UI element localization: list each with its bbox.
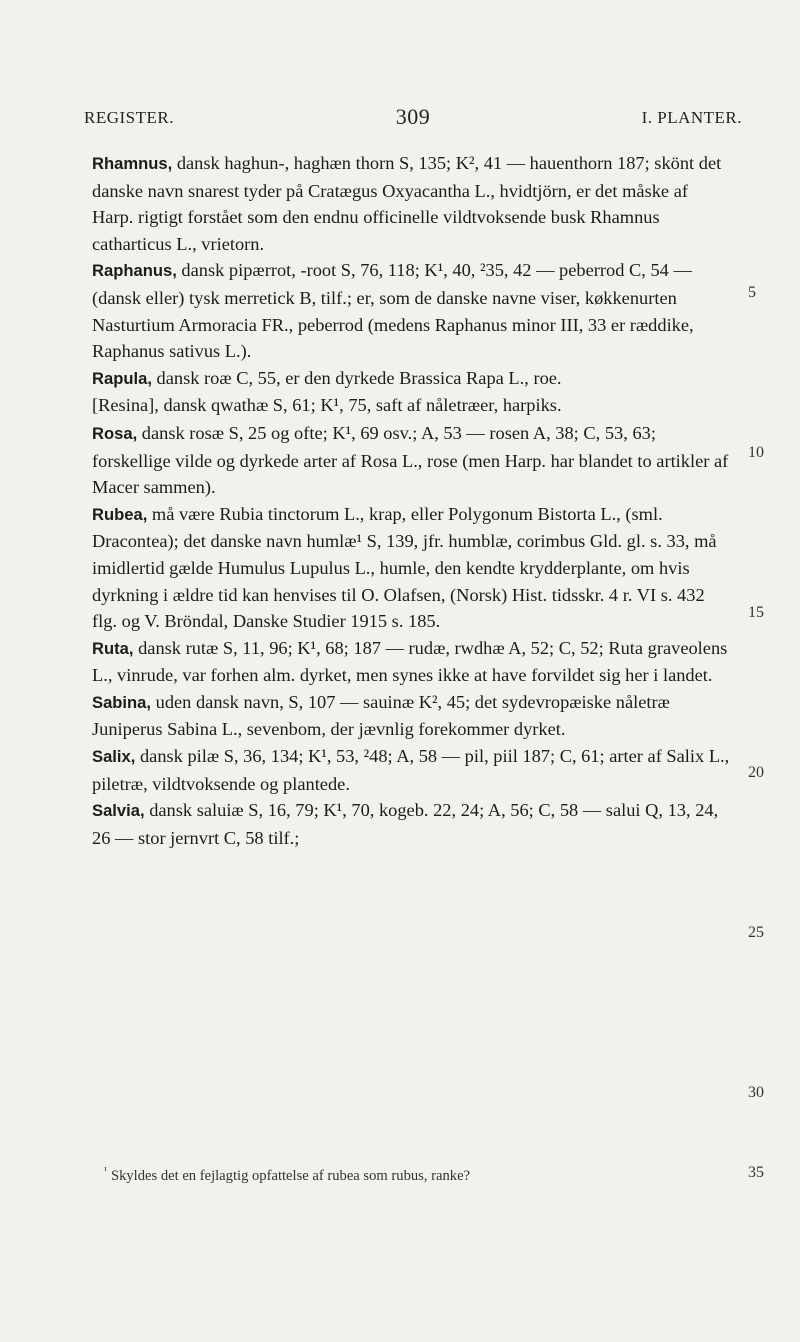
entry-rosa [92, 420, 732, 501]
entry-lemma: Salix, [92, 747, 136, 767]
entry-salix [92, 743, 732, 797]
entry-lemma: Ruta, [92, 638, 134, 658]
entry-text: dansk rutæ S, 11, 96; K¹, 68; 187 — rudæ, rwdhæ A, 52; C, 52; Ruta graveolens L., vinrude, var forhen alm. dyrket, men synes ikke at have forvildet sig her i landet. [92, 637, 728, 686]
header-chapter: I. PLANTER. [641, 108, 742, 127]
line-number: 20 [748, 764, 764, 781]
entry-salvia [92, 797, 732, 851]
entry-text: dansk pilæ S, 36, 134; K¹, 53, ²48; A, 58 — pil, piil 187; C, 61; arter af Salix L., piletræ, vildtvoksende og plantede. [92, 746, 730, 794]
entry-rhamnus [92, 150, 732, 257]
line-number: 30 [748, 1084, 764, 1101]
line-number: 5 [748, 284, 756, 301]
entry-lemma: Rubea, [92, 504, 148, 524]
entry-resina [92, 392, 732, 420]
entry-lemma: Rosa, [92, 423, 138, 443]
entry-rapula [92, 365, 732, 393]
running-header [84, 104, 742, 138]
entry-lemma: Rhamnus, [92, 154, 173, 173]
line-number: 35 [748, 1164, 764, 1181]
footnote-marker: ¹ [104, 1165, 108, 1178]
entry-text: dansk roæ C, 55, er den dyrkede Brassica Rapa L., roe. [151, 367, 562, 388]
entry-lemma: Sabina, [92, 692, 152, 712]
entry-lemma: Salvia, [92, 801, 145, 821]
entry-ruta [92, 635, 732, 689]
footnote-text: Skyldes det en fejlagtig opfattelse af rubea som rubus, ranke? [110, 1168, 471, 1184]
entry-text: må være Rubia tinctorum L., krap, eller Polygonum Bistorta L., (sml. Dracontea); det danske navn humlæ¹ S, 139, jfr. humblæ, corimbus Gld. gl. s. 33, må imidlertid gælde Humulus Lupulus L., humle, den kendte krydderplante, om hvis dyrkning i ældre tid kan henvises til O. Olafsen, (Norsk) Hist. tidsskr. 4 r. VI s. 432 flg. og V. Bröndal, Danske Studier 1915 s. 185. [92, 503, 717, 632]
entry-raphanus [92, 257, 732, 364]
line-number: 10 [748, 444, 764, 461]
line-number: 25 [748, 924, 764, 941]
entry-lemma: Raphanus, [92, 261, 177, 281]
entry-sabina [92, 689, 732, 743]
footnote [104, 1165, 744, 1185]
entry-text: [Resina], dansk qwathæ S, 61; K¹, 75, saft af nåletræer, harpiks. [92, 395, 562, 416]
register-entries [92, 150, 732, 851]
entry-lemma: Rapula, [92, 368, 152, 388]
header-section: REGISTER. [84, 108, 174, 127]
entry-rubea [92, 501, 732, 635]
entry-text: dansk pipærrot, -root S, 76, 118; K¹, 40, ²35, 42 — peberrod C, 54 — (dansk eller) tysk merretick B, tilf.; er, som de danske navne viser, køkkenurten Nasturtium Armoracia FR., peberrod (medens Raphanus minor III, 33 er ræddike, Raphanus sativus L.). [92, 260, 694, 362]
entry-text: dansk rosæ S, 25 og ofte; K¹, 69 osv.; A, 53 — rosen A, 38; C, 53, 63; forskellige vilde og dyrkede arter af Rosa L., rose (men Harp. har blandet to artikler af Macer sammen). [92, 422, 729, 498]
entry-text: dansk haghun-, haghæn thorn S, 135; K², 41 — hauenthorn 187; skönt det danske navn snarest tyder på Cratægus Oxyacantha L., hvidtjörn, er det måske af Harp. rigtigt forstået som den endnu officinelle vildtvoksende busk Rhamnus catharticus L., vrietorn. [92, 153, 722, 254]
page-number: 309 [395, 104, 431, 129]
entry-text: uden dansk navn, S, 107 — sauinæ K², 45; det sydevropæiske nåletræ Juniperus Sabina L., sevenbom, der jævnlig forekommer dyrket. [92, 691, 670, 740]
entry-text: dansk saluiæ S, 16, 79; K¹, 70, kogeb. 22, 24; A, 56; C, 58 — salui Q, 13, 24, 26 — stor jernvrt C, 58 tilf.; [92, 800, 719, 848]
line-number: 15 [748, 604, 764, 621]
